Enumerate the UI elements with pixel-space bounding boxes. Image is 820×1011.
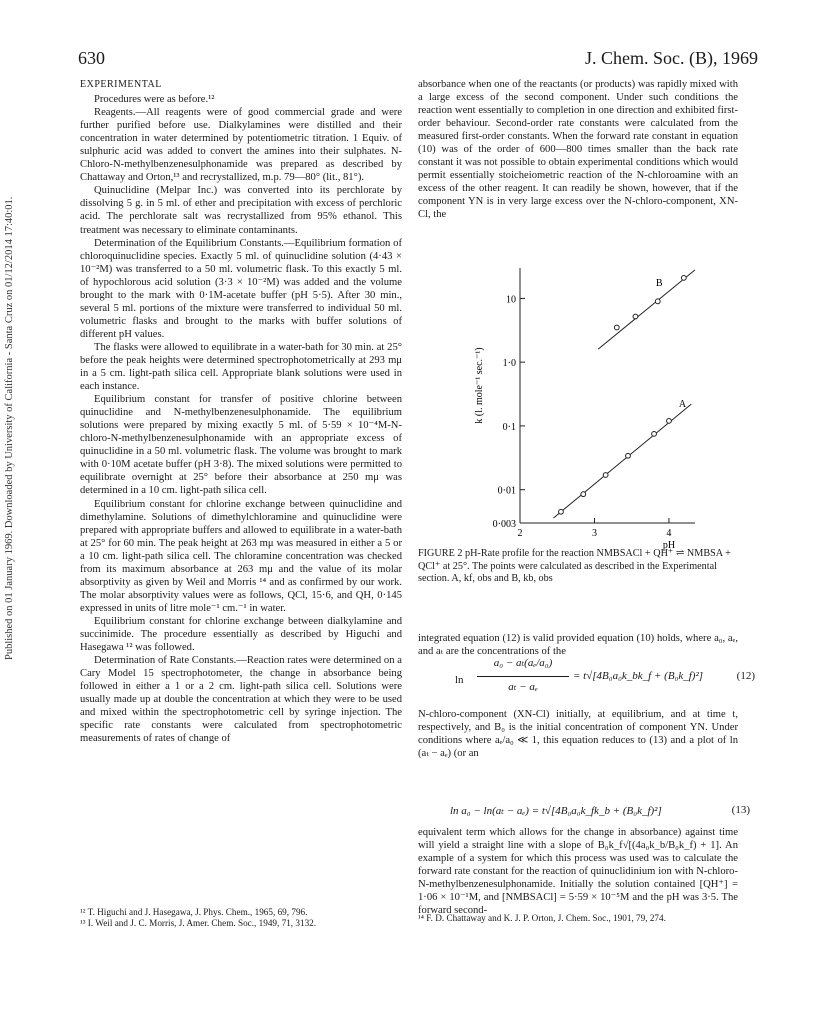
series-label-B: B [655,277,663,289]
y-tick-label: 10 [506,294,516,306]
left-footnotes [80,907,402,929]
y-tick-label: 0·01 [497,485,516,497]
eq12-rhs: = t√[4B₀a₀k_bk_f + (B₀k_f)²] [573,670,704,682]
equation-12: ln a₀ − aₜ(aₑ/a₀) aₜ − aₑ = t√[4B₀a₀k_bk_f + (B₀k_f)²] (12) [455,657,755,693]
fit-line-B [598,270,695,349]
data-point-B [614,325,619,330]
footnote: ¹³ I. Weil and J. C. Morris, J. Amer. Chem. Soc., 1949, 71, 3132. [80,918,317,928]
right-column-top [418,78,738,222]
y-tick-label: 1·0 [502,358,516,370]
paragraph: integrated equation (12) is valid provided equation (10) holds, where a₀, aₑ, and aₜ are the concentrations of the [418,633,738,658]
y-tick-label: 0·003 [492,519,516,530]
paragraph: Equilibrium constant for transfer of positive chlorine between quinuclidine and N-methylbenzenesulphonamide. The equilibrium solutions were prepared by mixing exactly 5 ml. of 5·59 × 10⁻⁴M-N-chloro-N-methylbenzenesulphonamide with an appropriate excess of quinuclidine in a 50 ml. volumetric flask. The volume was brought to mark with 0·10M acetate buffer (pH 3·8). The mixed solutions were permitted to equilibrate overnight at 25° before their absorbance at 250 mμ was determined in a 10 cm. light-path silica cell. [80,394,402,497]
data-point-A [652,431,657,436]
paragraph: Determination of Rate Constants.—Reaction rates were determined on a Cary Model 15 spectrophotometer, the change in absorbance being followed in either a 1 or a 2 cm. light-path silica cell. Solutions were usually made up at double the concentration at which they were to be used and mixed within the spectrophotometric cell by syringe injection. The specific rate constants were calculated from spectrophotometric measurements of rates of change of [80,655,402,745]
eq13-label: (13) [731,804,750,816]
ph-rate-chart [470,258,710,558]
eq13-body: ln a₀ − ln(aₜ − aₑ) = t√[4B₀a₀k_fk_b + (B₀k_f)²] [450,805,662,817]
data-point-A [581,492,586,497]
y-tick-label: 0·1 [502,421,516,433]
data-point-A [667,418,672,423]
paragraph: absorbance when one of the reactants (or products) was rapidly mixed with a large excess of the second component. Under such conditions the reaction went essentially to completion in one direction and exhibited first-order behaviour. Second-order rate constants were calculated from the measured first-order constants. When the forward rate constant in equation (10) was of the order of 600—800 times smaller than the back rate constant it was not possible to obtain experimental conditions which would permit essentially stoicheiometric reaction of the N-chloroamine with an excess of the other reagent. It can readily be shown, however, that if the component YN is in very large excess over the N-chloro-component, XN-Cl, the [418,79,738,221]
eq12-numerator: a₀ − aₜ(aₑ/a₀) [493,657,553,669]
series-label-A: A [678,398,687,410]
right-column-mid2 [418,708,738,760]
data-point-A [626,453,631,458]
paragraph: The flasks were allowed to equilibrate in a water-bath for 30 min. at 25° before the peak heights were determined spectrophotometrically at 293 mμ in a 5 cm. light-path silica cell. Appropriate blank solutions were used in each instance. [80,341,402,393]
x-axis-label: pH [662,540,676,551]
page-number: 630 [78,48,105,68]
paragraph: Equilibrium constant for chlorine exchange between quinuclidine and dimethylamine. Solutions of dimethylchloramine and quinuclidine were prepared with appropriate buffers and allowed to equilibrate in a water-bath at 25° for 60 min. The peak height at 263 mμ was measured in either a 5 or a 10 cm. light-path silica cell. The chloramine concentration was checked from its maximum absorbance at 263 mμ and the value of its molar absorptivity as given by Weil and Morris ¹⁴ and as confirmed by our work. The molar absorptivity values were as follows, QCl, 15·6, and QH, 0·145 expressed in units of litre mole⁻¹ cm.⁻¹ in water. [80,498,402,614]
paragraph: Quinuclidine (Melpar Inc.) was converted into its perchlorate by dissolving 5 g. in 5 ml. of ether and precipitation with excess of perchloric acid. The perchlorate salt was recrystallized from 95% ethanol. This treatment was necessary to eliminate contaminants. [80,185,402,236]
eq12-denominator: aₜ − aₑ [508,681,538,693]
data-point-B [633,314,638,319]
experimental-heading: EXPERIMENTAL [80,79,162,90]
paragraph: Determination of the Equilibrium Constants.—Equilibrium formation of chloroquinuclidine species. Exactly 5 ml. of quinuclidine solution (4·43 × 10⁻²M) was transferred to a 50 ml. volumetric flask. To this exactly 5 ml. of hypochlorous acid solution (3·3 × 10⁻²M) was added and the volume brought to the mark with 0·1M-acetate buffer (pH 5·5). After 30 min., several 5 ml. portions of the mixture were transferred to individual 50 ml. volumetric flasks and brought to the marks with buffer solutions of different pH values. [80,237,402,340]
paragraph: equivalent term which allows for the change in absorbance) against time will yield a straight line with a slope of B₀k_f√[(4a₀k_b/B₀k_f) + 1]. An example of a system for which this process was used was to calculate the forward rate constant for the reaction of quinuclidinium ion with N-chloro-N-methylbenzenesulphonamide. Initially the solution contained [QH⁺] = 1·06 × 10⁻¹M, and [NMBSACl] = 5·59 × 10⁻⁵M and the pH was 3·5. The forward second- [418,827,738,917]
x-tick-label: 4 [666,528,672,539]
equation-13 [450,804,750,817]
footnote: ¹² T. Higuchi and J. Hasegawa, J. Phys. Chem., 1965, 69, 796. [80,907,308,917]
x-tick-label: 3 [591,528,597,539]
paragraph: Procedures were as before.¹² [94,94,215,106]
paragraph: Reagents.—All reagents were of good commercial grade and were further purified before use. Dialkylamines were distilled and their concentration in water determined by potentiometric titration. 1 Equiv. of sulphuric acid was added to convert the amines into their sulphates. N-Chloro-N-methylbenzenesulphonamide was prepared as described by Chattaway and Orton,¹³ and recrystallized, m.p. 79—80° (lit., 81°). [80,107,402,184]
data-point-B [655,299,660,304]
data-point-A [559,509,564,514]
right-footnotes [418,913,738,924]
download-sidebar-text: Published on 01 January 1969. Downloaded by University of California - Santa Cruz on 01/12/2014 17:40:01. [4,196,15,660]
left-column [80,78,402,745]
data-point-A [603,473,608,478]
right-column-bottom [418,826,738,917]
eq12-label: (12) [736,670,755,682]
journal-header: J. Chem. Soc. (B), 1969 [585,48,758,68]
paragraph: N-chloro-component (XN-Cl) initially, at equilibrium, and at time t, respectively, and B₀ is the initial concentration of component YN. Under conditions where aₑ/a₀ ≪ 1, this equation reduces to (13) and a plot of ln (aₜ − aₑ) (or an [418,709,738,760]
x-tick-label: 2 [517,528,523,539]
figure-caption: FIGURE 2 pH-Rate profile for the reaction NMBSACl + QH⁺ ⇌ NMBSA + QCl⁺ at 25°. The points were calculated as described in the Experimental section. A, kf, obs and B, kb, obs [418,548,731,584]
y-axis-label: k (l. mole⁻¹ sec.⁻¹) [474,347,485,424]
paragraph: Equilibrium constant for chlorine exchange between dialkylamine and succinimide. The procedure essentially as described by Higuchi and Hasegawa ¹² was followed. [80,615,402,654]
data-point-B [681,275,686,280]
footnote: ¹⁴ F. D. Chattaway and K. J. P. Orton, J. Chem. Soc., 1901, 79, 274. [418,913,666,923]
